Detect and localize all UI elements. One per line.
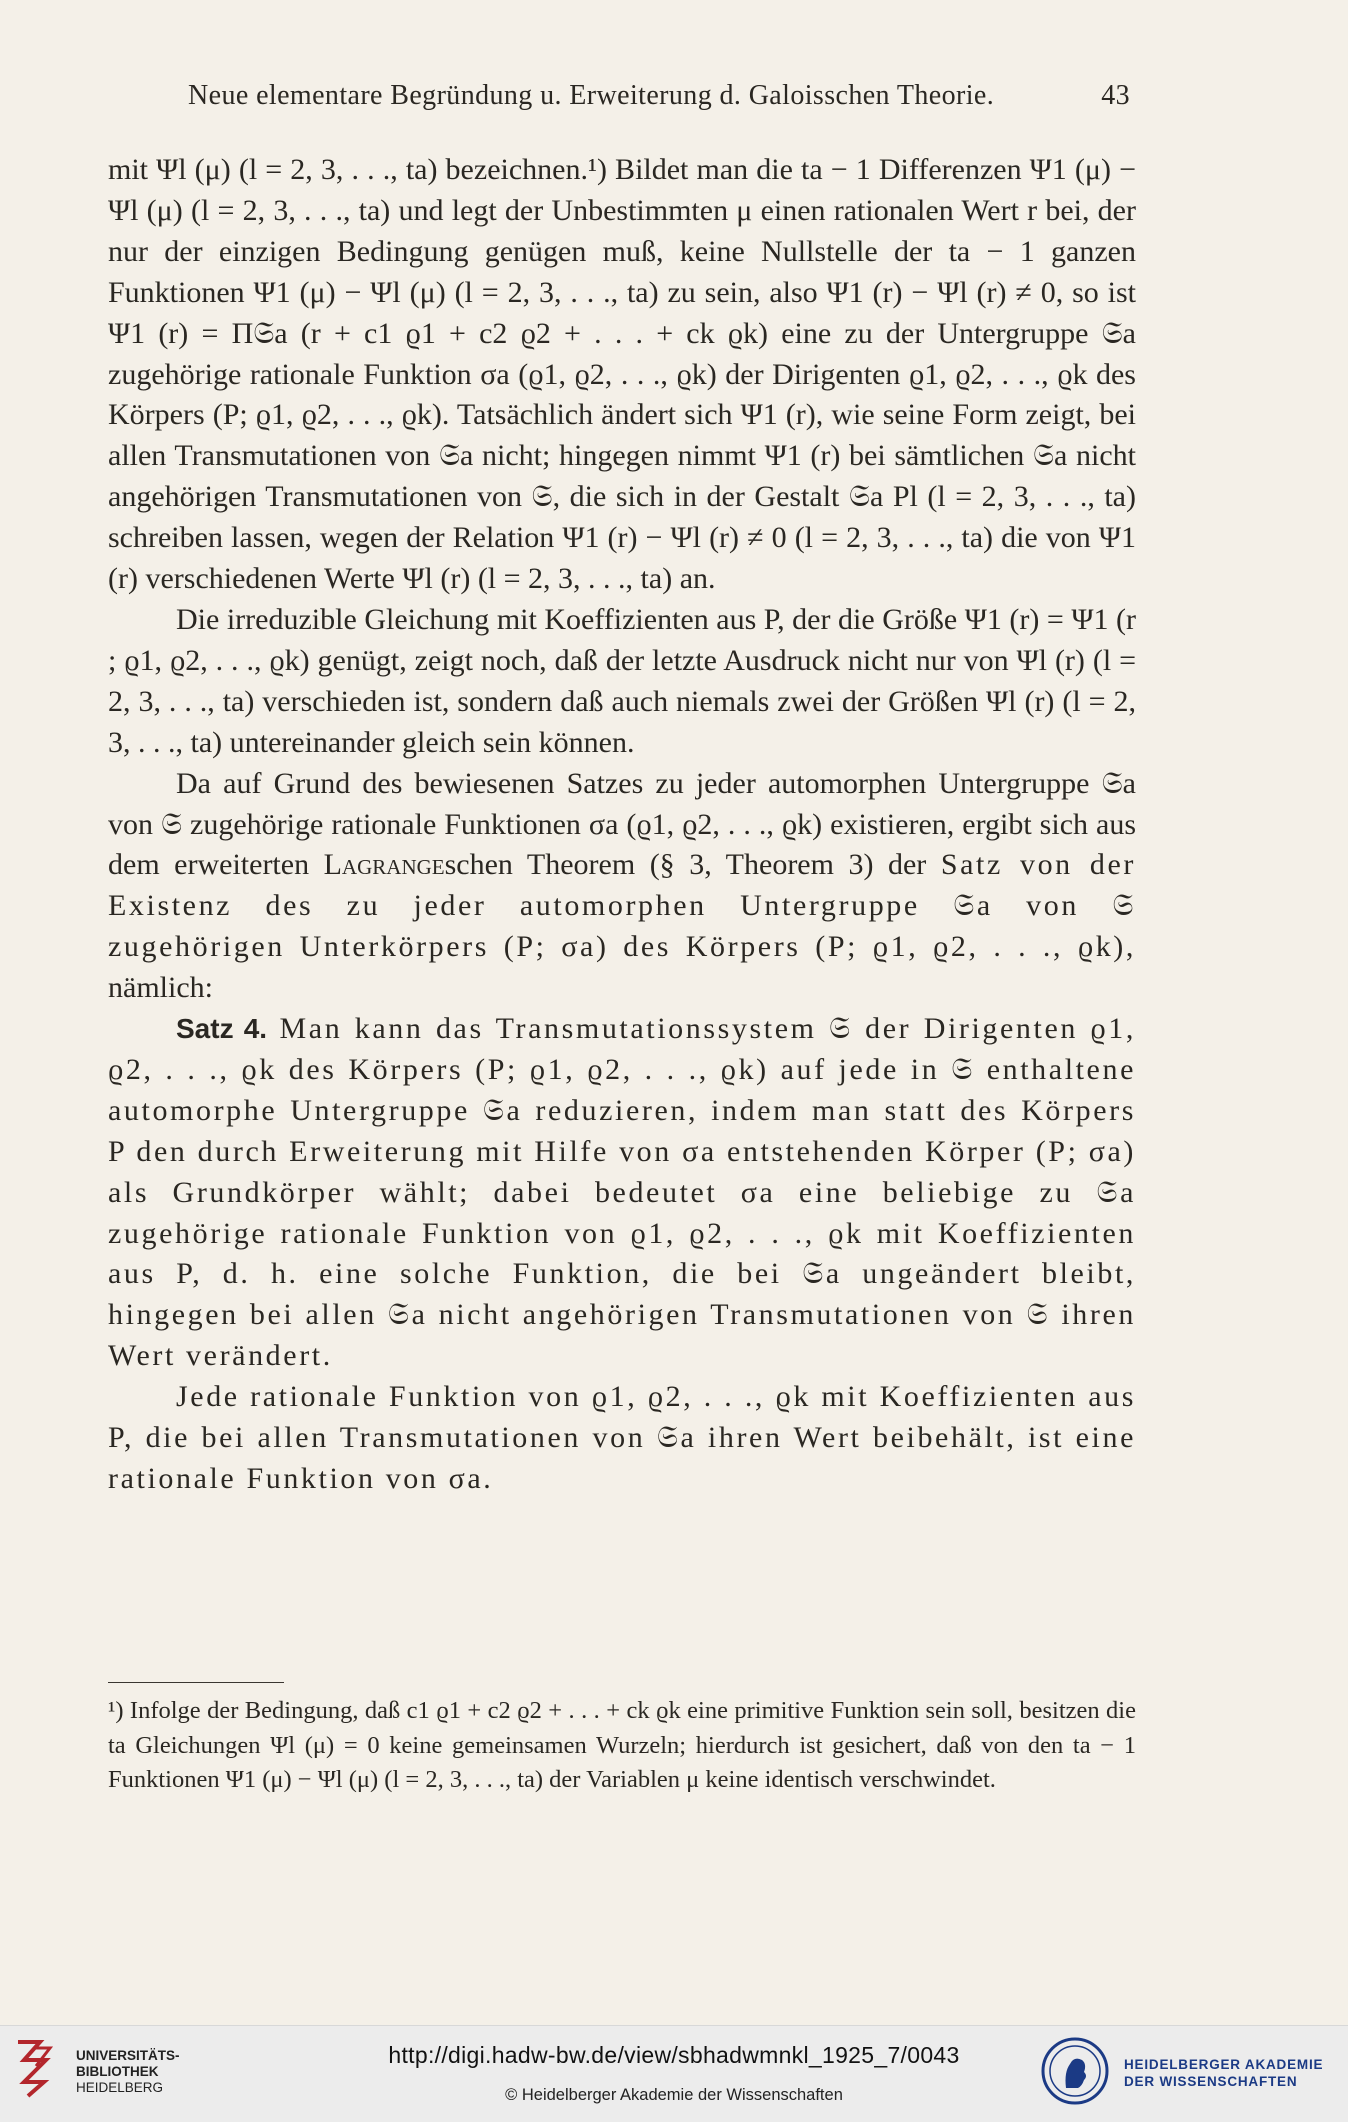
paragraph-3-part-c: nämlich: — [108, 971, 213, 1005]
paragraph-3-spaced-theorem: Satz von der Existenz des zu jeder automorphen Untergruppe 𝔖a von 𝔖 zugehörigen Unterkörpers (P; σa) des Körpers (P; ϱ1, ϱ2, . . ., ϱk), — [108, 848, 1137, 964]
paragraph-3-part-b: schen Theorem (§ 3, Theorem 3) der — [444, 848, 941, 882]
paragraph-1: mit Ψl (μ) (l = 2, 3, . . ., ta) bezeichnen.¹) Bildet man die ta − 1 Differenzen Ψ1 (μ) − Ψl (μ) (l = 2, 3, . . ., ta) und legt der Unbestimmten μ einen rationalen Wert r bei, der nur der einzigen Bedingung genügen muß, keine Nullstelle der ta − 1 ganzen Funktionen Ψ1 (μ) − Ψl (μ) (l = 2, 3, . . ., ta) zu sein, also Ψ1 (r) − Ψl (r) ≠ 0, so ist Ψ1 (r) = Π𝔖a (r + c1 ϱ1 + c2 ϱ2 + . . . + ck ϱk) eine zu der Untergruppe 𝔖a zugehörige rationale Funktion σa (ϱ1, ϱ2, . . ., ϱk) der Dirigenten ϱ1, ϱ2, . . ., ϱk des Körpers (P; ϱ1, ϱ2, . . ., ϱk). Tatsächlich ändert sich Ψ1 (r), wie seine Form zeigt, bei allen Transmutationen von 𝔖a nicht; hingegen nimmt Ψ1 (r) bei sämtlichen 𝔖a nicht angehörigen Transmutationen von 𝔖, die sich in der Gestalt 𝔖a Pl (l = 2, 3, . . ., ta) schreiben lassen, wegen der Relation Ψ1 (r) − Ψl (r) ≠ 0 (l = 2, 3, . . ., ta) die von Ψ1 (r) verschiedenen Werte Ψl (r) (l = 2, 3, . . ., ta) an. — [108, 153, 1136, 596]
paragraph-4: Jede rationale Funktion von ϱ1, ϱ2, . . ., ϱk mit Koeffizienten aus P, die bei allen Transmutationen von 𝔖a ihren Wert beibehält, ist eine rationale Funktion von σa. — [108, 1380, 1136, 1495]
university-library-name: UNIVERSITÄTS- BIBLIOTHEK HEIDELBERG — [76, 2048, 180, 2095]
satz-text: Man kann das Transmutationssystem 𝔖 der Dirigenten ϱ1, ϱ2, . . ., ϱk des Körpers (P; ϱ1, ϱ2, . . ., ϱk) auf jede in 𝔖 enthaltene automorphe Untergruppe 𝔖a reduzieren, indem man statt des Körpers P den durch Erweiterung mit Hilfe von σa entstehenden Körper (P; σa) als Grundkörper wählt; dabei bedeutet σa eine beliebige zu 𝔖a zugehörige rationale Funktion von ϱ1, ϱ2, . . ., ϱk mit Koeffizienten aus P, d. h. eine solche Funktion, die bei 𝔖a ungeändert bleibt, hingegen bei allen 𝔖a nicht angehörigen Transmutationen von 𝔖 ihren Wert verändert. — [108, 1012, 1137, 1373]
paragraph-3 — [108, 764, 1136, 1009]
satz-4 — [108, 1009, 1136, 1377]
running-header — [188, 80, 1130, 122]
academy-name: HEIDELBERGER AKADEMIE DER WISSENSCHAFTEN — [1124, 2057, 1324, 2089]
main-text — [108, 150, 1136, 1500]
footnote-text: ¹) Infolge der Bedingung, daß c1 ϱ1 + c2 ϱ2 + . . . + ck ϱk eine primitive Funktion sein soll, besitzen die ta Gleichungen Ψl (μ) = 0 keine gemeinsamen Wurzeln; hierdurch ist gesichert, daß von den ta − 1 Funktionen Ψ1 (μ) − Ψl (μ) (l = 2, 3, . . ., ta) der Variablen μ keine identisch verschwindet. — [108, 1697, 1136, 1793]
paragraph-2: Die irreduzible Gleichung mit Koeffizienten aus P, der die Größe Ψ1 (r) = Ψ1 (r ; ϱ1, ϱ2, . . ., ϱk) genügt, zeigt noch, daß der letzte Ausdruck nicht nur von Ψl (r) (l = 2, 3, . . ., ta) verschieden ist, sondern daß auch niemals zwei der Größen Ψl (r) (l = 2, 3, . . ., ta) untereinander gleich sein können. — [108, 602, 1136, 759]
running-title: Neue elementare Begründung u. Erweiterung d. Galoisschen Theorie. — [188, 80, 995, 111]
permalink-url[interactable]: http://digi.hadw-bw.de/view/sbhadwmnkl_1925_7/0043 — [388, 2042, 960, 2068]
paragraph-3-part-a: Da auf Grund des bewiesenen Satzes zu jeder automorphen Untergruppe 𝔖a von 𝔖 zugehörige rationale Funktionen σa (ϱ1, ϱ2, . . ., ϱk) existieren, ergibt sich aus dem erweiterten — [108, 766, 1136, 882]
lagrange-name: Lagrange — [323, 848, 445, 882]
page-number: 43 — [1101, 80, 1130, 111]
viewer-footer — [0, 2025, 1348, 2122]
academy-seal-icon[interactable] — [1040, 2036, 1110, 2106]
footnote-rule — [108, 1682, 284, 1683]
copyright-notice: © Heidelberger Akademie der Wissenschaften — [505, 2086, 843, 2104]
footnote — [108, 1694, 1136, 1798]
satz-label: Satz 4. — [176, 1013, 268, 1045]
